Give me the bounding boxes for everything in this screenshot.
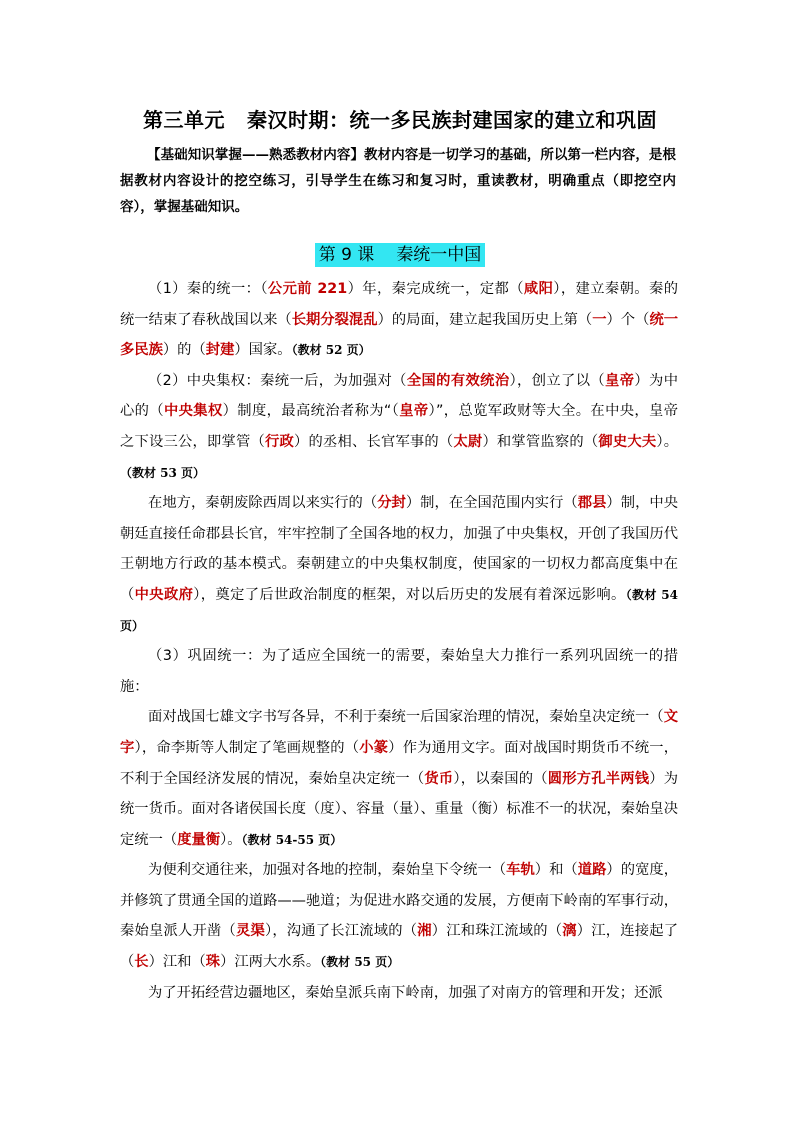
answer: 圆形方孔半两钱 (547, 770, 650, 787)
answer: 度量衡 (177, 831, 221, 848)
answer: 皇帝 (399, 403, 429, 420)
textbook-reference: （教材 52 页） (291, 343, 371, 358)
textbook-reference: （教材 53 页） (120, 465, 206, 480)
answer: 文字 (120, 709, 678, 756)
textbook-reference: （教材 55 页） (320, 955, 400, 970)
answer: 道路 (577, 862, 607, 879)
answer: 统一多民族 (120, 311, 679, 359)
answer: 小篆 (359, 739, 389, 756)
paragraph-local-admin: 在地方，秦朝废除西周以来实行的（分封）制，在全国范围内实行（郡县）制，中央朝廷直接任命郡县长官，牢牢控制了全国各地的权力，加强了中央集权，开创了我国历代王朝地方行政的基本模式。秦朝建立的中央集权制度，使国家的一切权力都高度集中在（中央政府），奠定了后世政治制度的框架，对以后历史的发展有着深远影响。（教材 54 页） (120, 495, 679, 633)
answer: 咸阳 (523, 281, 554, 297)
paragraph-frontier: 为了开拓经营边疆地区，秦始皇派兵南下岭南，加强了对南方的管理和开发；还派 (148, 984, 663, 1001)
lesson-heading (120, 240, 680, 265)
paragraph-consolidation: （3）巩固统一：为了适应全国统一的需要，秦始皇大力推行一系列巩固统一的措施： (120, 648, 678, 695)
paragraph-unification: （1）秦的统一：（公元前 221）年，秦完成统一，定都（咸阳），建立秦朝。秦的统一结束了春秋战国以来（长期分裂混乱）的局面，建立起我国历史上第（一）个（统一多民族）的（封建）国家。（教材 52 页） (120, 281, 679, 359)
answer: 湘 (417, 923, 432, 940)
lesson-number: 第 9 课 (318, 245, 375, 265)
paragraph-central-power: （2）中央集权：秦统一后，为加强对（全国的有效统治），创立了以（皇帝）为中心的（中央集权）制度，最高统治者称为“（皇帝）”，总览军政财等大全。在中央，皇帝之下设三公，即掌管（行政）的丞相、长官军事的（太尉）和掌管监察的（御史大夫）。（教材 53 页） (120, 372, 679, 480)
answer: 灵渠 (235, 923, 265, 940)
answer: 漓 (562, 923, 577, 940)
answer: 公元前 221 (267, 281, 348, 297)
unit-label: 第三单元 (143, 108, 225, 132)
textbook-reference: （教材 54 页） (120, 587, 678, 633)
answer: 郡县 (577, 495, 607, 512)
answer: 御史大夫 (598, 433, 657, 450)
answer: 中央集权 (163, 403, 223, 420)
lesson-title-highlight (315, 243, 486, 267)
unit-title: 秦汉时期：统一多民族封建国家的建立和巩固 (247, 108, 657, 132)
answer: 长 (134, 954, 149, 971)
answer: 皇帝 (605, 372, 635, 389)
intro-paragraph: 【基础知识掌握——熟悉教材内容】教材内容是一切学习的基础，所以第一栏内容，是根据教材内容设计的挖空练习，引导学生在练习和复习时，重读教材，明确重点（即挖空内容），掌握基础知识。 (120, 147, 676, 215)
answer: 珠 (205, 954, 221, 971)
answer: 分封 (377, 495, 406, 512)
answer: 车轨 (506, 862, 535, 879)
textbook-reference: （教材 54-55 页） (241, 832, 343, 847)
answer: 全国的有效统治 (406, 372, 510, 389)
answer: 封建 (205, 342, 235, 359)
paragraph-standardization: 面对战国七雄文字书写各异，不利于秦统一后国家治理的情况，秦始皇决定统一（文字），命李斯等人制定了笔画规整的（小篆）作为通用文字。面对战国时期货币不统一，不利于全国经济发展的情况，秦始皇决定统一（货币），以秦国的（圆形方孔半两钱）为统一货币。面对各诸侯国长度（度）、容量（量）、重量（衡）标准不一的状况，秦始皇决定统一（度量衡）。（教材 54-55 页） (120, 709, 679, 848)
page-title (120, 104, 680, 133)
answer: 长期分裂混乱 (291, 311, 378, 328)
answer: 中央政府 (134, 586, 194, 603)
answer: 一 (592, 311, 607, 328)
answer: 货币 (424, 770, 454, 787)
lesson-body (120, 274, 678, 1008)
lesson-name: 秦统一中国 (396, 245, 482, 265)
answer: 行政 (264, 433, 294, 450)
answer: 太尉 (453, 433, 483, 450)
paragraph-transport: 为便利交通往来，加强对各地的控制，秦始皇下令统一（车轨）和（道路）的宽度，并修筑了贯通全国的道路——驰道；为促进水路交通的发展，方便南下岭南的军事行动，秦始皇派人开凿（灵渠），沟通了长江流域的（湘）江和珠江流域的（漓）江，连接起了（长）江和（珠）江两大水系。（教材 55 页） (120, 862, 679, 971)
